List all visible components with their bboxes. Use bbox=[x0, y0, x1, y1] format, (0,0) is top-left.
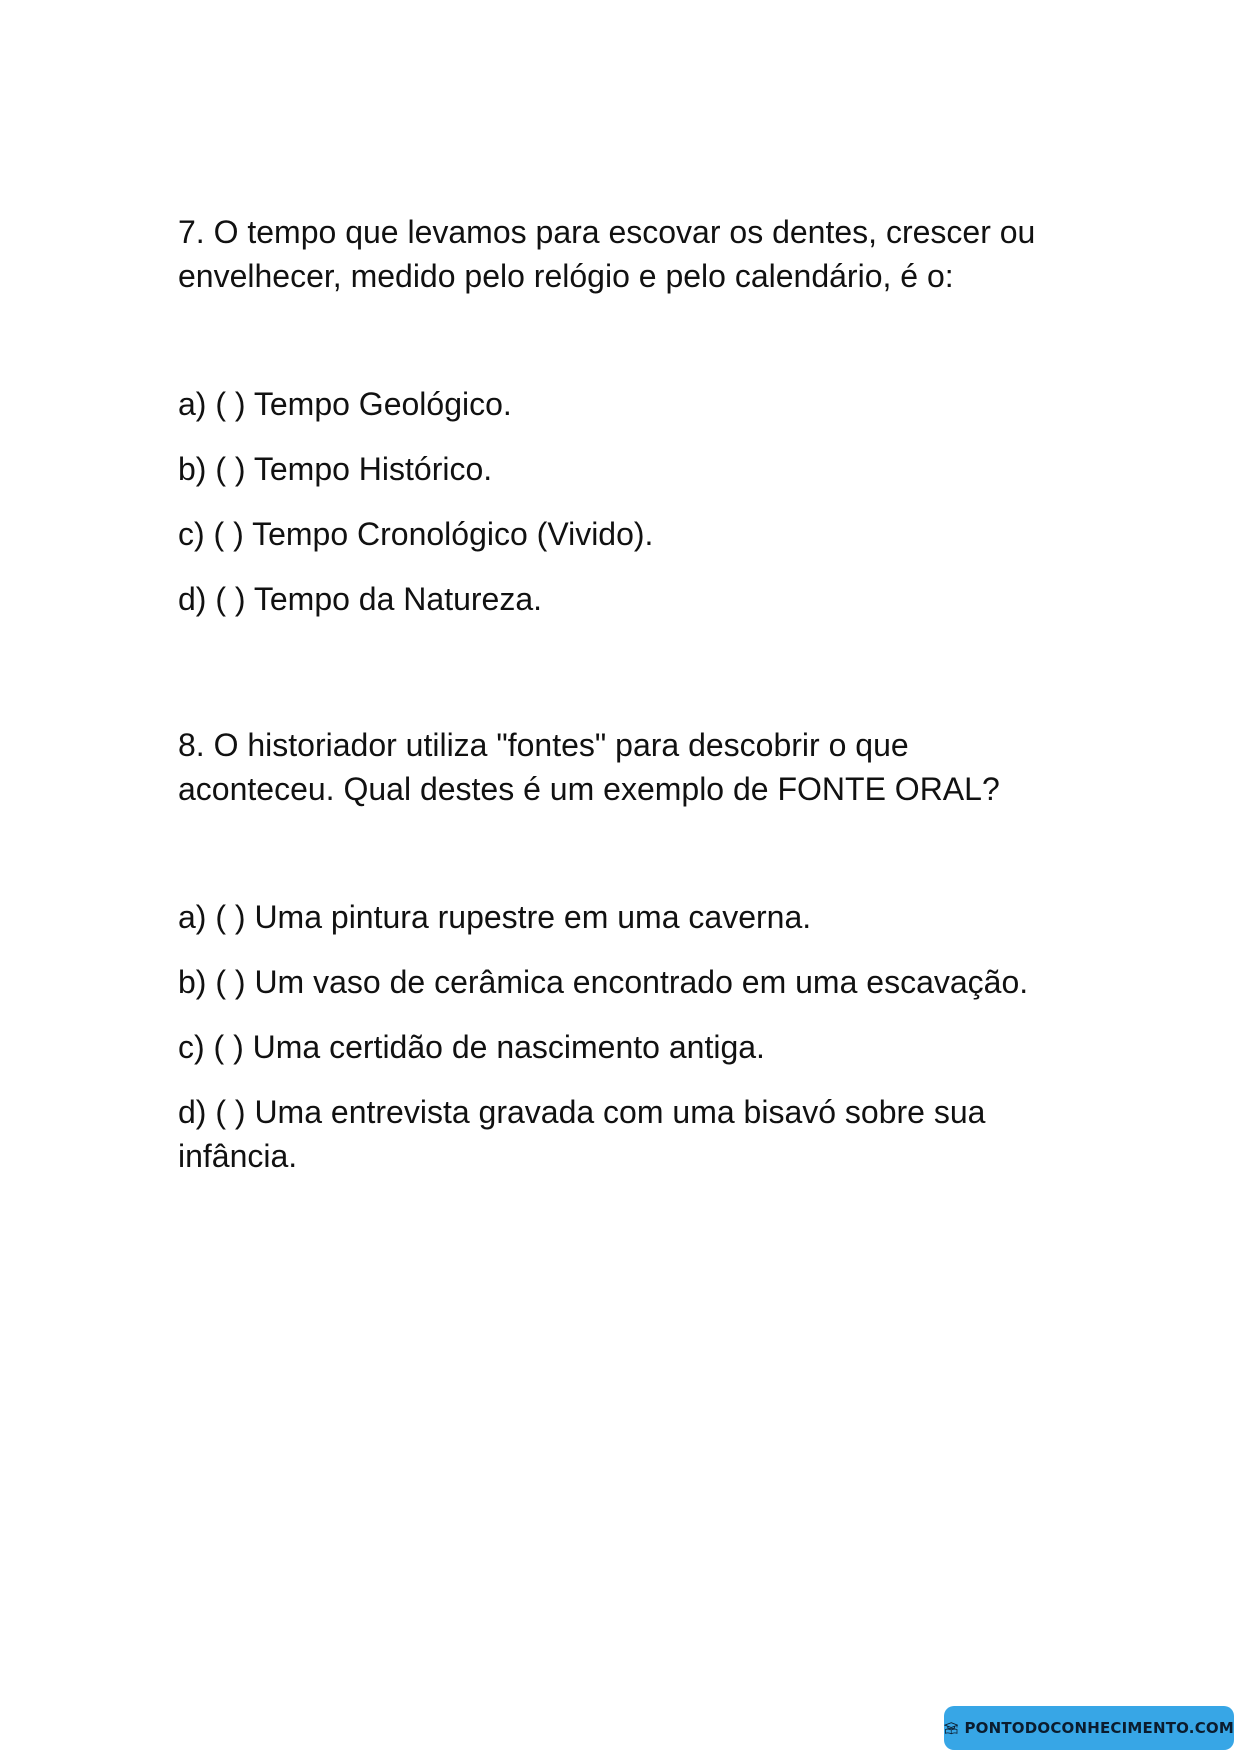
worksheet-page bbox=[178, 210, 1068, 1199]
question-8-options bbox=[178, 895, 1068, 1178]
question-8-option-c: c) ( ) Uma certidão de nascimento antiga. bbox=[178, 1029, 765, 1065]
question-8 bbox=[178, 723, 1068, 1178]
question-7-option-d: d) ( ) Tempo da Natureza. bbox=[178, 581, 543, 617]
question-7-option-b: b) ( ) Tempo Histórico. bbox=[178, 451, 493, 487]
question-7-option-a: a) ( ) Tempo Geológico. bbox=[178, 386, 512, 422]
question-8-text: 8. O historiador utiliza "fontes" para descobrir o que aconteceu. Qual destes é um exemplo de FONTE ORAL? bbox=[178, 727, 1000, 807]
question-7-options bbox=[178, 382, 1068, 621]
question-8-option-b: b) ( ) Um vaso de cerâmica encontrado em uma escavação. bbox=[178, 964, 1029, 1000]
question-8-option-a: a) ( ) Uma pintura rupestre em uma caverna. bbox=[178, 899, 812, 935]
question-7-option-c: c) ( ) Tempo Cronológico (Vivido). bbox=[178, 516, 654, 552]
site-name: PONTODOCONHECIMENTO.COM bbox=[964, 1719, 1234, 1737]
question-8-option-d: d) ( ) Uma entrevista gravada com uma bisavó sobre sua infância. bbox=[178, 1094, 986, 1174]
site-badge[interactable] bbox=[944, 1706, 1234, 1750]
graduation-book-icon bbox=[944, 1715, 958, 1741]
question-7-text: 7. O tempo que levamos para escovar os dentes, crescer ou envelhecer, medido pelo relógio e pelo calendário, é o: bbox=[178, 214, 1036, 294]
question-7 bbox=[178, 210, 1068, 621]
